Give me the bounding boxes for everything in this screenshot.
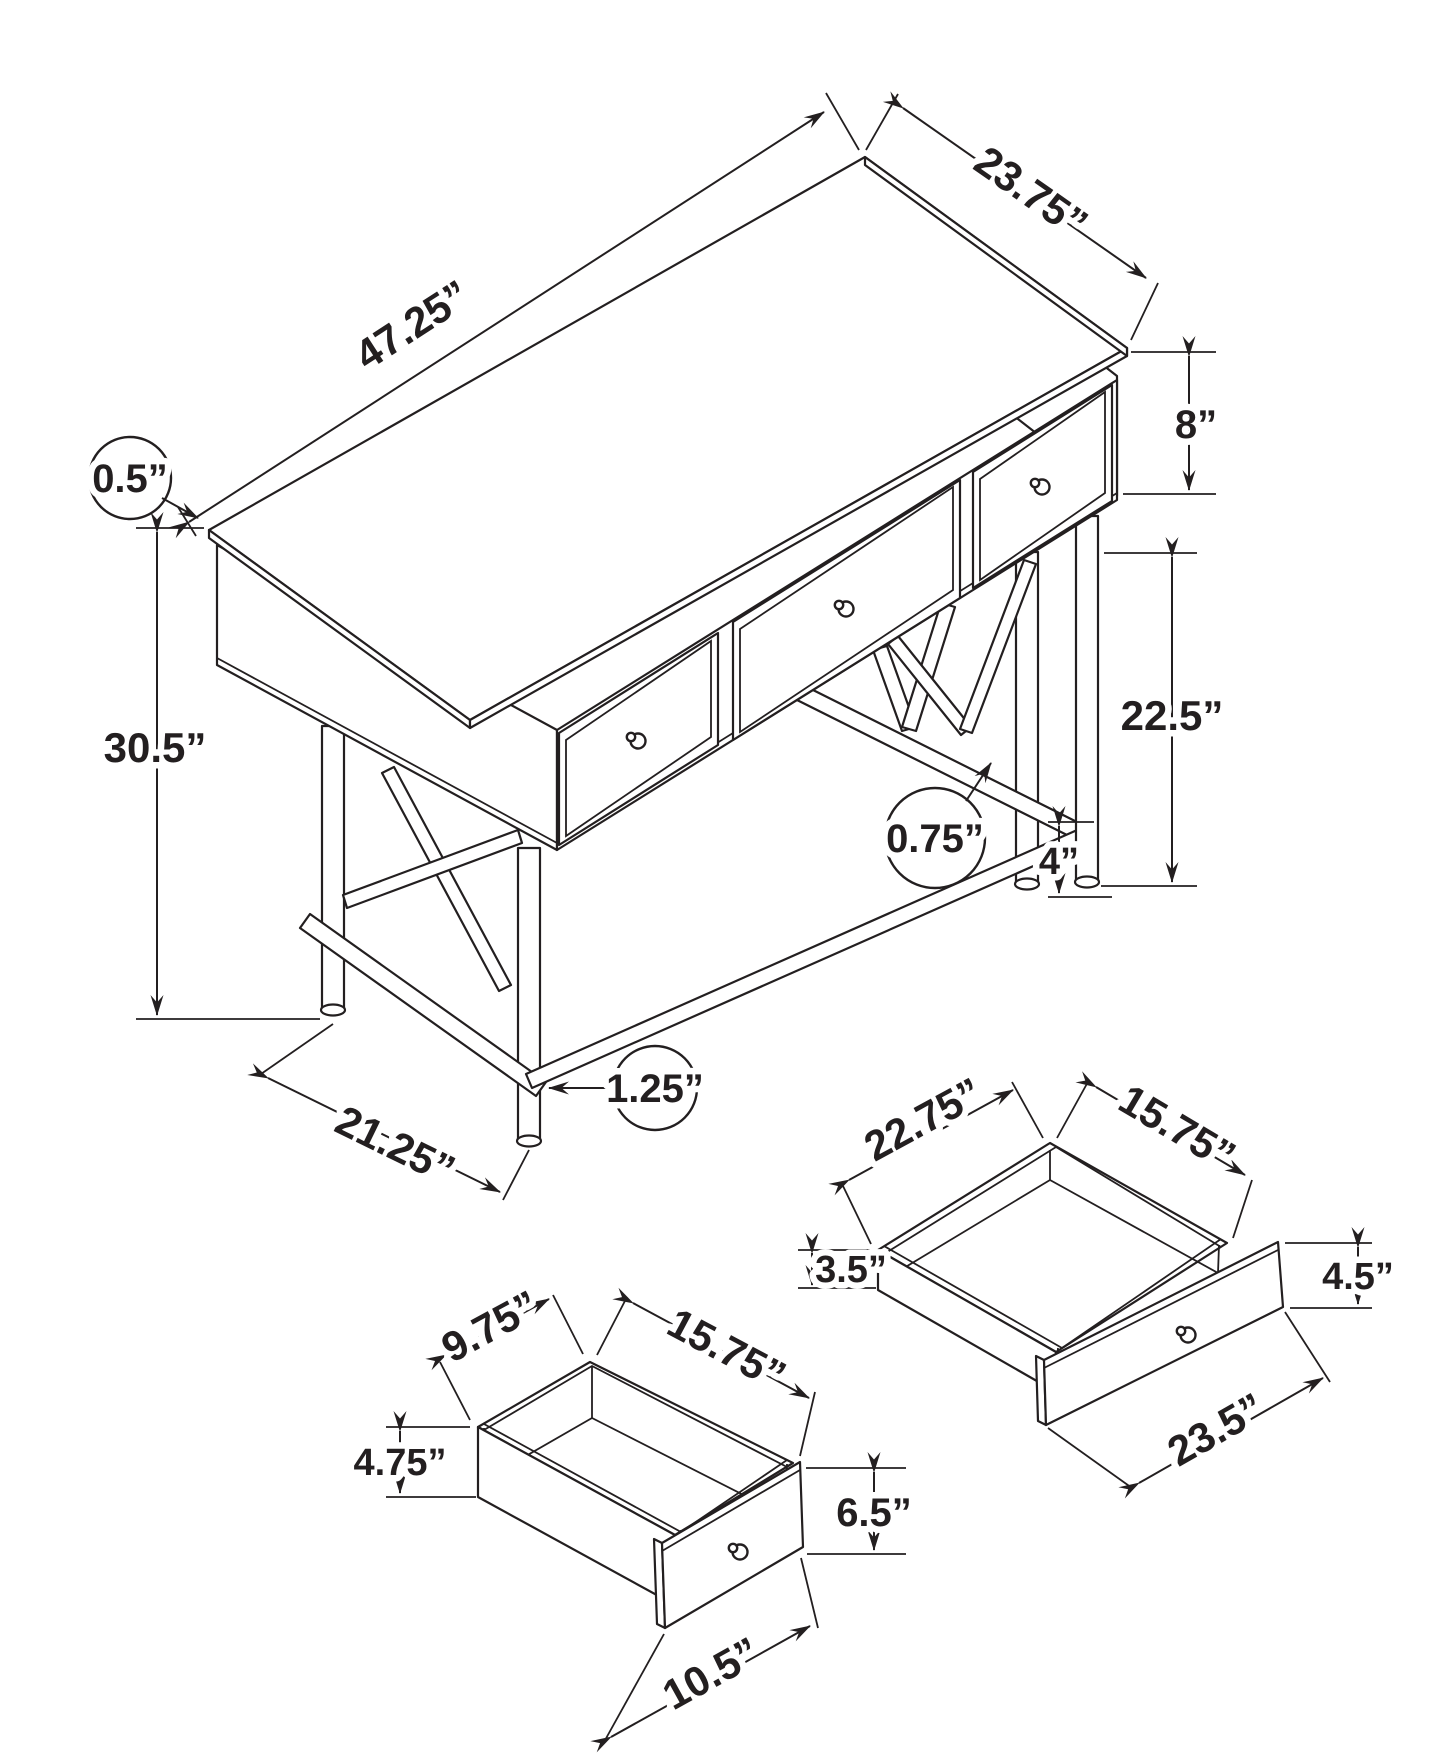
dim-leg-height <box>1101 553 1223 886</box>
desk-depth-label: 23.75” <box>966 136 1097 248</box>
large-drawer-front-height-label: 4.5” <box>1322 1256 1394 1298</box>
small-drawer-side-height-label: 4.75” <box>353 1442 447 1484</box>
back-right-foot <box>1015 879 1039 890</box>
dim-large-drawer-front-height <box>1285 1243 1394 1308</box>
large-drawer-width-label: 15.75” <box>1111 1075 1244 1180</box>
dim-small-drawer-side-height <box>354 1427 476 1497</box>
leg-height-label: 22.5” <box>1120 692 1224 739</box>
foot-height-label: 4” <box>1038 841 1080 883</box>
small-drawer-front-width-label: 10.5” <box>654 1627 768 1719</box>
dim-small-drawer-front-height <box>806 1468 912 1554</box>
large-drawer-depth-label: 22.75” <box>856 1068 990 1171</box>
large-drawer-front-width-label: 23.5” <box>1159 1383 1273 1476</box>
desk-length-label: 47.25” <box>346 270 478 379</box>
front-stretcher-tube <box>526 827 1090 1088</box>
small-drawer-width-label: 15.75” <box>660 1298 794 1400</box>
back-left-foot <box>321 1005 345 1016</box>
top-thickness-label: 0.5” <box>92 457 168 501</box>
large-drawer-side-height-label: 3.5” <box>815 1249 887 1291</box>
frame-tube-label: 0.75” <box>886 817 984 861</box>
drawer-front-height-label: 8” <box>1174 403 1218 447</box>
small-drawer-detail <box>354 1281 912 1742</box>
front-left-leg <box>518 848 540 1141</box>
front-left-foot <box>517 1136 541 1147</box>
leg-spacing-label: 21.25” <box>328 1096 463 1194</box>
small-drawer-depth-label: 9.75” <box>433 1281 547 1372</box>
back-left-leg <box>322 726 344 1010</box>
dim-drawer-front-height <box>1123 352 1217 494</box>
large-drawer-detail <box>798 1068 1394 1488</box>
small-drawer-front-height-label: 6.5” <box>836 1491 912 1535</box>
callout-top-thickness <box>89 437 198 519</box>
dim-large-drawer-side-height <box>798 1249 887 1291</box>
leg-diameter-label: 1.25” <box>606 1067 704 1111</box>
desk-height-label: 30.5” <box>103 724 207 771</box>
front-right-leg <box>1076 516 1098 882</box>
